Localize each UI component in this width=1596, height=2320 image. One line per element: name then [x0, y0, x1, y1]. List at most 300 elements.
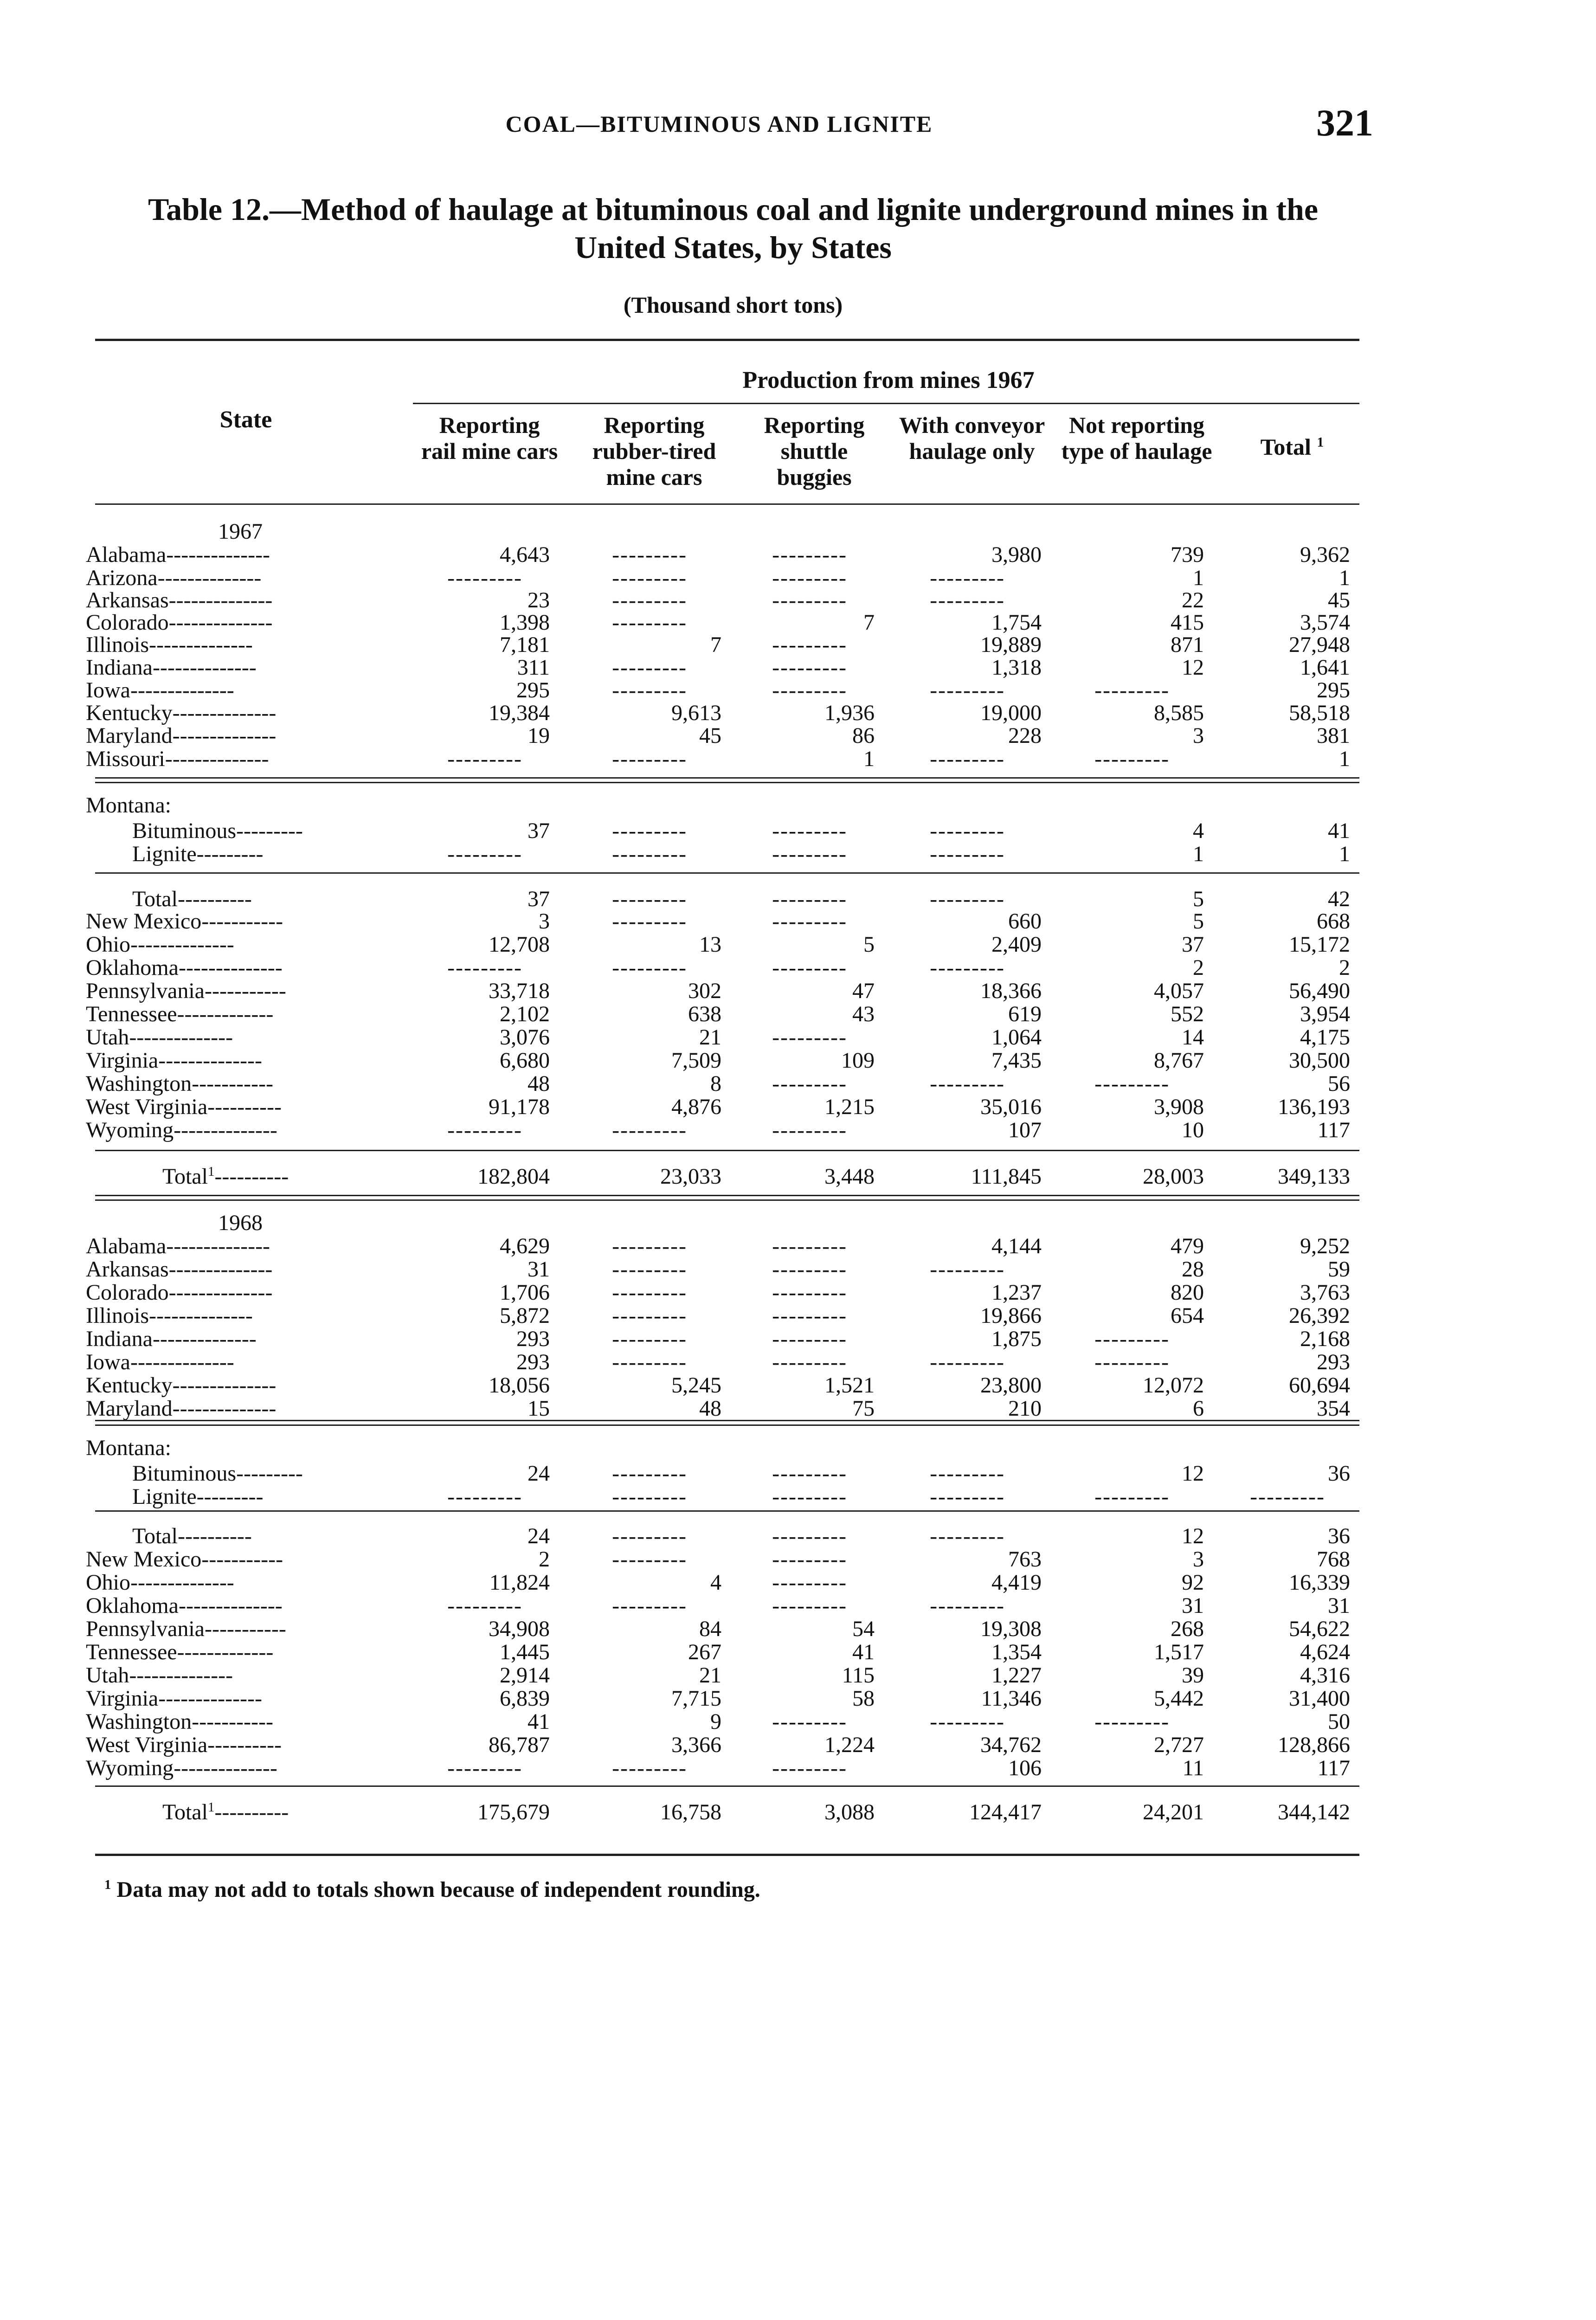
- table-row: [0, 1234, 1596, 1258]
- cell-rail: 293: [516, 1327, 550, 1351]
- cell-rail: 2,914: [500, 1663, 550, 1688]
- leader-dots: --------------: [166, 1234, 270, 1258]
- footnote: [104, 1877, 1357, 1902]
- cell-shuttle: ---------: [772, 887, 847, 911]
- cell-rubber: 5,245: [671, 1373, 721, 1398]
- cell-total: 42: [1328, 887, 1350, 911]
- leader-dots: --------------: [172, 701, 277, 725]
- cell-rail: 1,706: [500, 1281, 550, 1305]
- cell-conveyor: 763: [1008, 1547, 1042, 1572]
- row-label: [86, 1373, 401, 1398]
- cell-notreport: 12: [1182, 1524, 1204, 1548]
- row-label-text: Virginia: [86, 1049, 159, 1073]
- cell-rubber: ---------: [612, 611, 687, 635]
- table-row: [0, 909, 1596, 934]
- cell-total: 3,574: [1300, 611, 1350, 635]
- cell-conveyor: ---------: [930, 588, 1005, 612]
- cell-shuttle: 1: [863, 747, 875, 771]
- table-row: [0, 1002, 1596, 1026]
- cell-shuttle: ---------: [772, 656, 847, 680]
- cell-rail: ---------: [447, 956, 522, 980]
- row-label-text: Total: [132, 887, 178, 911]
- cell-shuttle: ---------: [772, 1462, 847, 1486]
- cell-total: 59: [1328, 1257, 1350, 1282]
- cell-conveyor: 124,417: [969, 1800, 1042, 1824]
- leader-dots: ---------: [196, 1485, 264, 1509]
- cell-rail: 41: [528, 1710, 550, 1734]
- leader-dots: --------------: [130, 678, 234, 702]
- cell-total: 15,172: [1289, 933, 1350, 957]
- cell-shuttle: 1,521: [824, 1373, 875, 1398]
- row-label-text: Wyoming: [86, 1118, 174, 1142]
- conveyor-column-header: With conveyor haulage only: [899, 412, 1045, 464]
- cell-notreport: 10: [1182, 1118, 1204, 1142]
- row-label-text: Montana:: [86, 793, 171, 818]
- year-rule: [95, 1195, 1359, 1201]
- cell-shuttle: 47: [852, 979, 875, 1003]
- table-row: [0, 1547, 1596, 1572]
- cell-notreport: ---------: [1094, 678, 1170, 702]
- cell-total: 354: [1317, 1397, 1350, 1421]
- table-row: [0, 1710, 1596, 1734]
- cell-rubber: 4: [710, 1571, 721, 1595]
- row-label-text: Ohio: [86, 1571, 130, 1595]
- cell-rubber: 638: [688, 1002, 721, 1026]
- cell-conveyor: 228: [1008, 724, 1042, 748]
- leader-dots: --------------: [168, 1257, 273, 1282]
- total-rule: [95, 1150, 1359, 1151]
- table-row: [0, 588, 1596, 612]
- cell-conveyor: ---------: [930, 1594, 1005, 1618]
- leader-dots: --------------: [130, 933, 234, 957]
- table-row: [0, 678, 1596, 702]
- cell-total: 50: [1328, 1710, 1350, 1734]
- cell-shuttle: ---------: [772, 1025, 847, 1050]
- row-label: [86, 701, 401, 725]
- row-label-text: Kentucky: [86, 701, 173, 725]
- cell-rubber: 302: [688, 979, 721, 1003]
- subtotal-rule: [95, 872, 1359, 874]
- table-row: [0, 1756, 1596, 1780]
- group-heading-row: [0, 1436, 1596, 1460]
- cell-rail: 33,718: [489, 979, 550, 1003]
- row-label: [86, 566, 401, 590]
- leader-dots: --------------: [172, 724, 277, 748]
- cell-conveyor: ---------: [930, 1257, 1005, 1282]
- table-row: [0, 1327, 1596, 1351]
- cell-rail: ---------: [447, 1594, 522, 1618]
- cell-rail: ---------: [447, 842, 522, 866]
- cell-shuttle: 7: [863, 611, 875, 635]
- cell-rubber: ---------: [612, 1485, 687, 1509]
- table-row: [0, 1072, 1596, 1096]
- cell-total: 4,624: [1300, 1640, 1350, 1664]
- cell-shuttle: 5: [863, 933, 875, 957]
- table-row: [0, 1397, 1596, 1421]
- row-label: [86, 1571, 401, 1595]
- cell-notreport: 92: [1182, 1571, 1204, 1595]
- row-label-text: Tennessee: [86, 1640, 177, 1664]
- cell-notreport: 552: [1171, 1002, 1204, 1026]
- cell-rail: 24: [528, 1524, 550, 1548]
- state-column-header: State: [219, 406, 272, 433]
- table-row: [0, 933, 1596, 957]
- cell-total: 54,622: [1289, 1617, 1350, 1641]
- cell-shuttle: 41: [852, 1640, 875, 1664]
- cell-notreport: 820: [1171, 1281, 1204, 1305]
- cell-total: 3,763: [1300, 1281, 1350, 1305]
- cell-rubber: 23,033: [660, 1165, 721, 1189]
- cell-total: 295: [1317, 678, 1350, 702]
- cell-notreport: 12: [1182, 656, 1204, 680]
- cell-total: 349,133: [1278, 1165, 1350, 1189]
- cell-notreport: 14: [1182, 1025, 1204, 1050]
- row-label: [218, 1211, 357, 1235]
- subtotal-rule: [95, 1510, 1359, 1512]
- leader-dots: --------------: [152, 656, 257, 680]
- cell-notreport: 5: [1193, 887, 1204, 911]
- cell-rail: 2: [539, 1547, 550, 1572]
- table-row: [0, 566, 1596, 590]
- leader-dots: --------------: [172, 1397, 277, 1421]
- row-label-text: Lignite: [132, 1485, 197, 1509]
- cell-conveyor: 1,064: [991, 1025, 1042, 1050]
- cell-rubber: ---------: [612, 1462, 687, 1486]
- cell-total: 16,339: [1289, 1571, 1350, 1595]
- table-row: [0, 701, 1596, 725]
- cell-notreport: 5: [1193, 909, 1204, 934]
- cell-conveyor: 7,435: [991, 1049, 1042, 1073]
- cell-total: 36: [1328, 1462, 1350, 1486]
- cell-total: 9,362: [1300, 543, 1350, 567]
- cell-rubber: ---------: [612, 747, 687, 771]
- cell-notreport: 268: [1171, 1617, 1204, 1641]
- table-row: [0, 1350, 1596, 1374]
- cell-shuttle: 43: [852, 1002, 875, 1026]
- row-label: [132, 819, 401, 843]
- rail-column-header: Reporting rail mine cars: [421, 412, 558, 464]
- table-title: Table 12.—Method of haulage at bituminous coal and lignite underground mines in the United States, by States: [148, 192, 1319, 265]
- table-row: [0, 611, 1596, 635]
- cell-rail: 19: [528, 724, 550, 748]
- cell-conveyor: 1,237: [991, 1281, 1042, 1305]
- row-label: [132, 1485, 401, 1509]
- cell-conveyor: 19,866: [980, 1304, 1042, 1328]
- cell-shuttle: 115: [842, 1663, 875, 1688]
- table-row: [0, 1485, 1596, 1509]
- cell-rubber: 7: [710, 633, 721, 657]
- cell-rubber: 84: [699, 1617, 721, 1641]
- table-row: [0, 724, 1596, 748]
- cell-shuttle: ---------: [772, 1547, 847, 1572]
- cell-rubber: 7,715: [671, 1687, 721, 1711]
- cell-rail: 6,680: [500, 1049, 550, 1073]
- cell-conveyor: ---------: [930, 819, 1005, 843]
- cell-shuttle: ---------: [772, 1118, 847, 1142]
- cell-conveyor: ---------: [930, 1462, 1005, 1486]
- leader-dots: -----------: [201, 909, 283, 934]
- cell-conveyor: 34,762: [980, 1733, 1042, 1757]
- leader-dots: -----------: [201, 1547, 283, 1572]
- row-label: [86, 1281, 401, 1305]
- cell-total: 2,168: [1300, 1327, 1350, 1351]
- cell-rail: ---------: [447, 1756, 522, 1780]
- row-label: [86, 1095, 401, 1119]
- row-label: [86, 1002, 401, 1026]
- cell-rail: 175,679: [477, 1800, 550, 1824]
- cell-conveyor: 660: [1008, 909, 1042, 934]
- leader-dots: ----------: [207, 1095, 282, 1119]
- row-footnote-mark: 1: [207, 1800, 215, 1815]
- row-label: [86, 1547, 401, 1572]
- cell-total: 1: [1339, 842, 1350, 866]
- cell-total: 26,392: [1289, 1304, 1350, 1328]
- cell-total: 4,316: [1300, 1663, 1350, 1688]
- leader-dots: --------------: [157, 566, 262, 590]
- cell-notreport: 37: [1182, 933, 1204, 957]
- cell-notreport: 39: [1182, 1663, 1204, 1688]
- cell-notreport: 5,442: [1154, 1687, 1204, 1711]
- cell-conveyor: ---------: [930, 1710, 1005, 1734]
- row-label: [132, 887, 401, 911]
- row-label-text: Alabama: [86, 1234, 167, 1258]
- table-row: [0, 1462, 1596, 1486]
- table-row: [0, 1524, 1596, 1548]
- cell-total: 41: [1328, 819, 1350, 843]
- leader-dots: ----------: [207, 1733, 282, 1757]
- row-label-text: Maryland: [86, 1397, 173, 1421]
- year-heading-row: [0, 520, 1596, 544]
- cell-rail: ---------: [447, 747, 522, 771]
- total-header-text: Total: [1260, 434, 1311, 460]
- cell-notreport: ---------: [1094, 1327, 1170, 1351]
- cell-rail: 23: [528, 588, 550, 612]
- row-label: [86, 1640, 401, 1664]
- table-row: [0, 747, 1596, 771]
- cell-rubber: ---------: [612, 1594, 687, 1618]
- cell-notreport: ---------: [1094, 1485, 1170, 1509]
- table-row: [0, 1733, 1596, 1757]
- leader-dots: --------------: [165, 747, 269, 771]
- cell-conveyor: 11,346: [981, 1687, 1042, 1711]
- cell-rubber: 9,613: [671, 701, 721, 725]
- cell-rubber: 7,509: [671, 1049, 721, 1073]
- table-row: [0, 1281, 1596, 1305]
- table-row: [0, 979, 1596, 1003]
- cell-rubber: ---------: [612, 1257, 687, 1282]
- section-rule: [95, 777, 1359, 783]
- cell-rail: 15: [528, 1397, 550, 1421]
- cell-rubber: 4,876: [671, 1095, 721, 1119]
- row-label: [86, 611, 401, 635]
- leader-dots: --------------: [158, 1687, 262, 1711]
- row-label: [86, 1710, 401, 1734]
- cell-conveyor: 619: [1008, 1002, 1042, 1026]
- cell-conveyor: 19,308: [980, 1617, 1042, 1641]
- row-label: [86, 747, 401, 771]
- leader-dots: --------------: [166, 543, 270, 567]
- cell-shuttle: ---------: [772, 842, 847, 866]
- row-label-text: Oklahoma: [86, 1594, 179, 1618]
- cell-total: 9,252: [1300, 1234, 1350, 1258]
- cell-rail: ---------: [447, 1118, 522, 1142]
- table-row: [0, 1687, 1596, 1711]
- row-label-text: Utah: [86, 1663, 129, 1688]
- cell-rail: 1,398: [500, 611, 550, 635]
- cell-notreport: 8,585: [1154, 701, 1204, 725]
- cell-rubber: ---------: [612, 1350, 687, 1374]
- cell-rail: 3: [539, 909, 550, 934]
- row-label-text: Bituminous: [132, 819, 237, 843]
- row-label-text: New Mexico: [86, 1547, 202, 1572]
- cell-notreport: 28: [1182, 1257, 1204, 1282]
- leader-dots: ----------: [177, 1524, 252, 1548]
- cell-rail: ---------: [447, 566, 522, 590]
- row-label-text: Indiana: [86, 656, 153, 680]
- cell-conveyor: 23,800: [980, 1373, 1042, 1398]
- table-row: [0, 1373, 1596, 1398]
- cell-shuttle: ---------: [772, 1072, 847, 1096]
- cell-shuttle: 1,224: [824, 1733, 875, 1757]
- rubber-column-header: Reporting rubber-tired mine cars: [592, 412, 716, 490]
- leader-dots: ----------: [214, 1800, 289, 1824]
- cell-shuttle: ---------: [772, 1257, 847, 1282]
- table-row: [0, 1165, 1596, 1189]
- row-label-text: Alabama: [86, 543, 167, 567]
- leader-dots: --------------: [149, 1304, 253, 1328]
- table-row: [0, 819, 1596, 843]
- row-label-text: Colorado: [86, 1281, 169, 1305]
- cell-rail: 19,384: [489, 701, 550, 725]
- row-label: [86, 1687, 401, 1711]
- row-label-text: Total: [162, 1800, 208, 1824]
- row-label-text: Iowa: [86, 1350, 130, 1374]
- column-group-header: Production from mines 1967: [742, 367, 1035, 393]
- row-label: [86, 1617, 401, 1641]
- row-label-text: Ohio: [86, 933, 130, 957]
- cell-total: 136,193: [1278, 1095, 1350, 1119]
- cell-shuttle: ---------: [772, 1710, 847, 1734]
- row-label-text: Illinois: [86, 633, 149, 657]
- cell-total: 2: [1339, 956, 1350, 980]
- row-label: [86, 1594, 401, 1618]
- row-label: [132, 1462, 401, 1486]
- row-label: [86, 1025, 401, 1050]
- row-label: [86, 979, 401, 1003]
- cell-shuttle: ---------: [772, 1524, 847, 1548]
- cell-shuttle: ---------: [772, 1594, 847, 1618]
- cell-total: 668: [1317, 909, 1350, 934]
- row-label-text: Pennsylvania: [86, 979, 205, 1003]
- cell-rail: 37: [528, 887, 550, 911]
- row-label: [162, 1800, 401, 1824]
- cell-rail: 182,804: [477, 1165, 550, 1189]
- cell-rail: ---------: [447, 1485, 522, 1509]
- table-row: [0, 1257, 1596, 1282]
- notreport-column-header: Not reporting type of haulage: [1061, 412, 1212, 464]
- cell-notreport: 24,201: [1143, 1800, 1204, 1824]
- row-label-text: Missouri: [86, 747, 165, 771]
- cell-total: 56: [1328, 1072, 1350, 1096]
- cell-notreport: ---------: [1094, 1072, 1170, 1096]
- cell-conveyor: 19,000: [980, 701, 1042, 725]
- cell-rubber: ---------: [612, 887, 687, 911]
- cell-shuttle: ---------: [772, 588, 847, 612]
- cell-rubber: ---------: [612, 1756, 687, 1780]
- cell-total: 128,866: [1278, 1733, 1350, 1757]
- row-label-text: Maryland: [86, 724, 173, 748]
- row-label: [86, 1350, 401, 1374]
- cell-total: 1: [1339, 747, 1350, 771]
- cell-total: 1: [1339, 566, 1350, 590]
- cell-shuttle: 54: [852, 1617, 875, 1641]
- table-row: [0, 1663, 1596, 1688]
- cell-notreport: 2,727: [1154, 1733, 1204, 1757]
- leader-dots: -----------: [204, 1617, 286, 1641]
- cell-total: 36: [1328, 1524, 1350, 1548]
- leader-dots: --------------: [174, 1756, 277, 1780]
- table-row: [0, 1049, 1596, 1073]
- cell-conveyor: 18,366: [980, 979, 1042, 1003]
- cell-conveyor: ---------: [930, 1485, 1005, 1509]
- cell-total: 117: [1317, 1118, 1350, 1142]
- cell-shuttle: ---------: [772, 909, 847, 934]
- cell-shuttle: ---------: [772, 1327, 847, 1351]
- cell-notreport: 3,908: [1154, 1095, 1204, 1119]
- cell-notreport: 1: [1193, 566, 1204, 590]
- cell-total: 58,518: [1289, 701, 1350, 725]
- cell-notreport: 12,072: [1143, 1373, 1204, 1398]
- cell-rubber: ---------: [612, 1304, 687, 1328]
- footnote-mark: 1: [104, 1877, 111, 1892]
- cell-rail: 311: [517, 656, 550, 680]
- table-row: [0, 1095, 1596, 1119]
- leader-dots: ----------: [214, 1165, 289, 1189]
- cell-shuttle: ---------: [772, 1756, 847, 1780]
- cell-total: 117: [1317, 1756, 1350, 1780]
- leader-dots: --------------: [130, 1571, 234, 1595]
- cell-rail: 34,908: [489, 1617, 550, 1641]
- row-label: [162, 1165, 401, 1189]
- row-label: [86, 793, 401, 818]
- cell-notreport: 1,517: [1154, 1640, 1204, 1664]
- year-heading-row: [0, 1211, 1596, 1235]
- cell-rubber: 48: [699, 1397, 721, 1421]
- cell-shuttle: ---------: [772, 633, 847, 657]
- cell-rail: 6,839: [500, 1687, 550, 1711]
- cell-notreport: ---------: [1094, 747, 1170, 771]
- cell-total: 31,400: [1289, 1687, 1350, 1711]
- cell-rubber: 45: [699, 724, 721, 748]
- cell-rail: 31: [528, 1257, 550, 1282]
- cell-shuttle: ---------: [772, 1350, 847, 1374]
- cell-rubber: ---------: [612, 543, 687, 567]
- row-label: [86, 656, 401, 680]
- leader-dots: --------------: [174, 1118, 277, 1142]
- leader-dots: ---------: [196, 842, 264, 866]
- cell-rail: 2,102: [500, 1002, 550, 1026]
- row-label-text: Arizona: [86, 566, 158, 590]
- row-label-text: Total: [162, 1165, 208, 1189]
- row-label: [86, 543, 401, 567]
- row-label-text: West Virginia: [86, 1095, 208, 1119]
- table-row: [0, 543, 1596, 567]
- cell-shuttle: ---------: [772, 566, 847, 590]
- cell-rubber: 9: [710, 1710, 721, 1734]
- shuttle-column-header: Reporting shuttle buggies: [764, 412, 865, 490]
- cell-shuttle: ---------: [772, 1304, 847, 1328]
- cell-notreport: 479: [1171, 1234, 1204, 1258]
